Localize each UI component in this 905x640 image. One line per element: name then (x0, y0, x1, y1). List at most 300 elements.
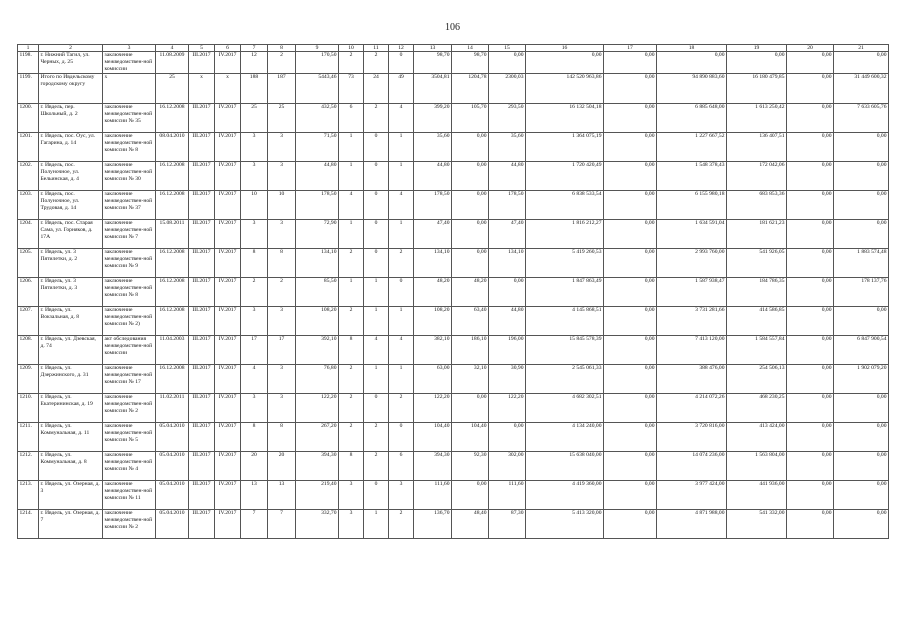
value-cell: 2 (364, 104, 389, 133)
value-cell: 20 (268, 452, 296, 481)
value-cell: 0,00 (834, 133, 889, 162)
value-cell: 0,00 (452, 249, 489, 278)
column-number-row (18, 45, 889, 52)
value-cell: 25 (156, 74, 189, 104)
value-cell: 0,00 (604, 481, 657, 510)
value-cell: 0,00 (604, 74, 657, 104)
value-cell: 48,40 (452, 510, 489, 539)
value-cell: 267,20 (296, 423, 339, 452)
value-cell: 3 (339, 510, 364, 539)
value-cell: 0,00 (787, 481, 834, 510)
value-cell: 134,10 (296, 249, 339, 278)
document-cell: заключение межведомствен-ной комиссии № 11 (103, 481, 156, 510)
value-cell: 13 (241, 481, 268, 510)
value-cell: 0,00 (604, 133, 657, 162)
value-cell: 47,40 (489, 220, 526, 249)
value-cell: 25 (241, 104, 268, 133)
value-cell: 1 (389, 307, 414, 336)
value-cell: 178,50 (489, 191, 526, 220)
value-cell: 0 (389, 278, 414, 307)
value-cell: 188 (241, 74, 268, 104)
value-cell: 5 413 320,00 (526, 510, 604, 539)
column-number: 10 (339, 45, 364, 52)
column-number: 8 (268, 45, 296, 52)
document-cell: заключение межведомствен-ной комиссии № 9 (103, 249, 156, 278)
value-cell: 0 (364, 394, 389, 423)
column-number: 11 (364, 45, 389, 52)
value-cell: 4 (389, 191, 414, 220)
value-cell: 178,50 (296, 191, 339, 220)
value-cell: 0,00 (489, 423, 526, 452)
value-cell: 25 (268, 104, 296, 133)
value-cell: 1 (339, 133, 364, 162)
value-cell: 108,20 (414, 307, 452, 336)
value-cell: 15 845 578,39 (526, 336, 604, 365)
value-cell: III.2017 (189, 162, 215, 191)
value-cell: 4 145 868,51 (526, 307, 604, 336)
value-cell: 3 (241, 133, 268, 162)
document-cell: заключение межведомствен-ной комиссии № 37 (103, 191, 156, 220)
value-cell: 3 720 816,00 (657, 423, 727, 452)
value-cell: IV.2017 (215, 452, 241, 481)
value-cell: 7 (241, 510, 268, 539)
value-cell: 6 838 533,54 (526, 191, 604, 220)
address-cell: г. Ивдель, пос. Полуночное, ул. Бельинская, д. 4 (39, 162, 103, 191)
value-cell: 0,00 (604, 336, 657, 365)
row-number-cell: 1206. (18, 278, 39, 307)
value-cell: 48,20 (452, 278, 489, 307)
value-cell: 16.12.2008 (156, 104, 189, 133)
table-row (18, 278, 889, 307)
value-cell: 11.04.2003 (156, 336, 189, 365)
value-cell: 2 (339, 394, 364, 423)
value-cell: 3 (268, 365, 296, 394)
table-row (18, 249, 889, 278)
table-row (18, 307, 889, 336)
address-cell: г. Ивдель, ул. Дзержинского, д. 31 (39, 365, 103, 394)
value-cell: IV.2017 (215, 394, 241, 423)
page-number: 106 (445, 22, 460, 33)
address-cell: Итого по Ивдельскому городскому округу (39, 74, 103, 104)
value-cell: 3 977 424,00 (657, 481, 727, 510)
value-cell: 48,20 (414, 278, 452, 307)
value-cell: 0,00 (787, 278, 834, 307)
value-cell: 1 (389, 133, 414, 162)
table-row (18, 452, 889, 481)
value-cell: 1 (339, 162, 364, 191)
value-cell: 2 (339, 249, 364, 278)
document-cell: x (103, 74, 156, 104)
value-cell: 0,00 (787, 133, 834, 162)
value-cell: x (215, 74, 241, 104)
value-cell: IV.2017 (215, 365, 241, 394)
value-cell: 2 (339, 365, 364, 394)
value-cell: 0,00 (452, 394, 489, 423)
value-cell: 3 (241, 307, 268, 336)
value-cell: 15.08.2011 (156, 220, 189, 249)
row-number-cell: 1201. (18, 133, 39, 162)
value-cell: 44,80 (489, 162, 526, 191)
row-number-cell: 1199. (18, 74, 39, 104)
value-cell: 0,00 (787, 74, 834, 104)
value-cell: 98,70 (414, 52, 452, 74)
row-number-cell: 1213. (18, 481, 39, 510)
value-cell: 441 936,00 (727, 481, 787, 510)
value-cell: 0,00 (834, 162, 889, 191)
value-cell: 1 720 420,49 (526, 162, 604, 191)
value-cell: 16.12.2008 (156, 365, 189, 394)
document-cell: заключение межведомствен-ной комиссии № 8 (103, 278, 156, 307)
value-cell: 1 613 250,42 (727, 104, 787, 133)
value-cell: 3 (268, 307, 296, 336)
address-cell: г. Ивдель, ул. Екатерининская, д. 19 (39, 394, 103, 423)
value-cell: 0,00 (834, 423, 889, 452)
document-cell: заключение межведомствен-ной комиссии № 8 (103, 133, 156, 162)
row-number-cell: 1198. (18, 52, 39, 74)
value-cell: III.2017 (189, 423, 215, 452)
value-cell: 0,00 (834, 307, 889, 336)
value-cell: 7 (268, 510, 296, 539)
value-cell: 0,00 (834, 481, 889, 510)
value-cell: 8 (339, 336, 364, 365)
address-cell: г. Ивдель, ул. Озерная, д. 7 (39, 510, 103, 539)
column-number: 13 (414, 45, 452, 52)
table-row (18, 394, 889, 423)
value-cell: 17 (241, 336, 268, 365)
value-cell: 4 871 988,00 (657, 510, 727, 539)
value-cell: 172 042,06 (727, 162, 787, 191)
value-cell: 24 (364, 74, 389, 104)
value-cell: 47,40 (414, 220, 452, 249)
value-cell: 2300,03 (489, 74, 526, 104)
value-cell: 3 (389, 481, 414, 510)
column-number: 9 (296, 45, 339, 52)
value-cell: 2 (364, 423, 389, 452)
value-cell: 0,00 (834, 510, 889, 539)
value-cell: 134,10 (414, 249, 452, 278)
value-cell: 76,80 (296, 365, 339, 394)
value-cell: 11.08.2009 (156, 52, 189, 74)
value-cell: 332,70 (296, 510, 339, 539)
value-cell: III.2017 (189, 220, 215, 249)
value-cell: 16.12.2008 (156, 278, 189, 307)
value-cell: 7 633 605,76 (834, 104, 889, 133)
value-cell: 104,40 (414, 423, 452, 452)
value-cell: 35,60 (414, 133, 452, 162)
value-cell: 2 993 760,00 (657, 249, 727, 278)
value-cell: III.2017 (189, 104, 215, 133)
column-number: 2 (39, 45, 103, 52)
value-cell: 10 (268, 191, 296, 220)
value-cell: 1 (339, 278, 364, 307)
value-cell: 3 (339, 481, 364, 510)
address-cell: г. Ивдель, ул. Дзевская, д. 74 (39, 336, 103, 365)
table-row (18, 52, 889, 74)
value-cell: 3504,81 (414, 74, 452, 104)
address-cell: г. Ивдель, ул. Коммунальная, д. 11 (39, 423, 103, 452)
column-number: 20 (787, 45, 834, 52)
value-cell: 63,40 (452, 307, 489, 336)
value-cell: 0 (364, 191, 389, 220)
row-number-cell: 1205. (18, 249, 39, 278)
value-cell: IV.2017 (215, 510, 241, 539)
value-cell: 0,00 (604, 278, 657, 307)
row-number-cell: 1211. (18, 423, 39, 452)
value-cell: IV.2017 (215, 133, 241, 162)
value-cell: 4 419 360,00 (526, 481, 604, 510)
value-cell: 87,30 (489, 510, 526, 539)
value-cell: 170,50 (296, 52, 339, 74)
row-number-cell: 1209. (18, 365, 39, 394)
value-cell: 0,00 (604, 249, 657, 278)
address-cell: г. Ивдель, пос. Оус, ул. Гагарина, д. 14 (39, 133, 103, 162)
value-cell: 122,20 (296, 394, 339, 423)
value-cell: 2 (241, 278, 268, 307)
value-cell: 111,60 (489, 481, 526, 510)
row-number-cell: 1202. (18, 162, 39, 191)
value-cell: 111,60 (414, 481, 452, 510)
value-cell: 122,20 (414, 394, 452, 423)
value-cell: 17 (268, 336, 296, 365)
table-row (18, 510, 889, 539)
value-cell: 0,00 (452, 220, 489, 249)
value-cell: 3 (268, 133, 296, 162)
value-cell: 6 (339, 104, 364, 133)
value-cell: 35,60 (489, 133, 526, 162)
value-cell: III.2017 (189, 307, 215, 336)
value-cell: 6 847 900,54 (834, 336, 889, 365)
value-cell: 0,00 (452, 481, 489, 510)
document-cell: заключение межведомствен-ной комиссии № 2 (103, 510, 156, 539)
value-cell: 6 885 648,00 (657, 104, 727, 133)
address-cell: г. Ивдель, ул. 3 Пятилетки, д. 3 (39, 278, 103, 307)
value-cell: 4 (389, 104, 414, 133)
value-cell: 1 563 804,00 (727, 452, 787, 481)
value-cell: 0,00 (604, 307, 657, 336)
value-cell: 05.04.2010 (156, 452, 189, 481)
value-cell: 3 (268, 220, 296, 249)
table-row (18, 423, 889, 452)
column-number: 15 (489, 45, 526, 52)
value-cell: III.2017 (189, 394, 215, 423)
value-cell: 94 890 883,60 (657, 74, 727, 104)
value-cell: 0,00 (834, 191, 889, 220)
value-cell: 0,00 (787, 52, 834, 74)
row-number-cell: 1207. (18, 307, 39, 336)
value-cell: 20 (241, 452, 268, 481)
value-cell: 08.04.2010 (156, 133, 189, 162)
value-cell: III.2017 (189, 133, 215, 162)
value-cell: 16.12.2008 (156, 162, 189, 191)
value-cell: 0,00 (604, 104, 657, 133)
value-cell: 14 074 236,00 (657, 452, 727, 481)
value-cell: 414 586,85 (727, 307, 787, 336)
value-cell: 293,50 (489, 104, 526, 133)
value-cell: 0,00 (834, 452, 889, 481)
table-row (18, 74, 889, 104)
value-cell: 1 847 863,49 (526, 278, 604, 307)
value-cell: 0,00 (787, 162, 834, 191)
value-cell: 0,00 (787, 307, 834, 336)
value-cell: 2 (339, 52, 364, 74)
value-cell: 388 476,00 (657, 365, 727, 394)
value-cell: 0,00 (604, 191, 657, 220)
value-cell: 4 (241, 365, 268, 394)
address-cell: г. Ивдель, пер. Школьный, д. 2 (39, 104, 103, 133)
value-cell: 468 230,25 (727, 394, 787, 423)
table-row (18, 133, 889, 162)
address-cell: г. Ивдель, ул. Озерная, д. 3 (39, 481, 103, 510)
value-cell: 0,00 (834, 52, 889, 74)
value-cell: 4 214 072,26 (657, 394, 727, 423)
value-cell: 399,20 (414, 104, 452, 133)
value-cell: 30,90 (489, 365, 526, 394)
value-cell: 4 134 240,00 (526, 423, 604, 452)
value-cell: III.2017 (189, 510, 215, 539)
value-cell: 181 621,23 (727, 220, 787, 249)
value-cell: 5443,46 (296, 74, 339, 104)
value-cell: 2 (389, 510, 414, 539)
value-cell: 1 (364, 278, 389, 307)
value-cell: 0,00 (787, 452, 834, 481)
value-cell: 0,00 (787, 336, 834, 365)
column-number: 7 (241, 45, 268, 52)
value-cell: 12 (241, 52, 268, 74)
value-cell: 2 (364, 52, 389, 74)
table-row (18, 365, 889, 394)
value-cell: 0,00 (787, 220, 834, 249)
row-number-cell: 1208. (18, 336, 39, 365)
value-cell: 05.04.2010 (156, 481, 189, 510)
value-cell: 142 520 963,86 (526, 74, 604, 104)
value-cell: 8 (241, 249, 268, 278)
value-cell: 1 (389, 365, 414, 394)
value-cell: 05.04.2010 (156, 510, 189, 539)
document-cell: заключение межведомствен-ной комиссии № 4 (103, 452, 156, 481)
value-cell: III.2017 (189, 278, 215, 307)
value-cell: III.2017 (189, 191, 215, 220)
column-number: 12 (389, 45, 414, 52)
table-row (18, 162, 889, 191)
column-number: 17 (604, 45, 657, 52)
value-cell: 16 132 504,18 (526, 104, 604, 133)
row-number-cell: 1200. (18, 104, 39, 133)
value-cell: 0,00 (787, 249, 834, 278)
value-cell: IV.2017 (215, 52, 241, 74)
value-cell: 2 (364, 452, 389, 481)
value-cell: 0,00 (452, 191, 489, 220)
value-cell: 1 (389, 220, 414, 249)
value-cell: 0 (364, 249, 389, 278)
value-cell: 15 638 040,00 (526, 452, 604, 481)
value-cell: 63,00 (414, 365, 452, 394)
document-cell: акт обследования межведомствен-ной комиссии (103, 336, 156, 365)
address-cell: г. Ивдель, ул. Вокзальная, д. 8 (39, 307, 103, 336)
value-cell: 13 (268, 481, 296, 510)
value-cell: 7 413 120,00 (657, 336, 727, 365)
value-cell: 0,00 (604, 220, 657, 249)
value-cell: 104,40 (452, 423, 489, 452)
value-cell: 16.12.2008 (156, 249, 189, 278)
column-number: 5 (189, 45, 215, 52)
value-cell: IV.2017 (215, 481, 241, 510)
value-cell: 0,00 (604, 162, 657, 191)
value-cell: 0,00 (657, 52, 727, 74)
value-cell: 0 (389, 423, 414, 452)
value-cell: 392,10 (296, 336, 339, 365)
value-cell: 0,00 (787, 104, 834, 133)
value-cell: IV.2017 (215, 423, 241, 452)
value-cell: 2 (339, 307, 364, 336)
value-cell: 0 (364, 481, 389, 510)
row-number-cell: 1203. (18, 191, 39, 220)
value-cell: IV.2017 (215, 336, 241, 365)
value-cell: 1 634 591,04 (657, 220, 727, 249)
value-cell: 1 (364, 307, 389, 336)
table-row (18, 481, 889, 510)
document-cell: заключение межведомствен-ной комиссии (103, 52, 156, 74)
value-cell: 98,70 (452, 52, 489, 74)
value-cell: 413 424,00 (727, 423, 787, 452)
value-cell: 382,10 (414, 336, 452, 365)
value-cell: 16.12.2008 (156, 191, 189, 220)
value-cell: 1 902 079,20 (834, 365, 889, 394)
value-cell: III.2017 (189, 452, 215, 481)
value-cell: 73 (339, 74, 364, 104)
value-cell: 8 (241, 423, 268, 452)
value-cell: 0,00 (604, 452, 657, 481)
value-cell: 71,50 (296, 133, 339, 162)
address-cell: г. Нижний Тагил, ул. Черных, д. 25 (39, 52, 103, 74)
value-cell: 0,00 (604, 394, 657, 423)
table-row (18, 336, 889, 365)
value-cell: 1 364 075,19 (526, 133, 604, 162)
value-cell: 44,80 (489, 307, 526, 336)
column-number: 1 (18, 45, 39, 52)
table-row (18, 220, 889, 249)
value-cell: 6 155 980,18 (657, 191, 727, 220)
value-cell: 0 (364, 220, 389, 249)
value-cell: IV.2017 (215, 191, 241, 220)
value-cell: 4 (339, 191, 364, 220)
value-cell: 3 (241, 394, 268, 423)
value-cell: 3 (268, 394, 296, 423)
value-cell: 196,00 (489, 336, 526, 365)
value-cell: 1 (364, 510, 389, 539)
value-cell: 10 (241, 191, 268, 220)
value-cell: 72,90 (296, 220, 339, 249)
row-number-cell: 1212. (18, 452, 39, 481)
document-cell: заключение межведомствен-ной комиссии № 30 (103, 162, 156, 191)
value-cell: 2 545 061,33 (526, 365, 604, 394)
value-cell: 254 506,13 (727, 365, 787, 394)
row-number-cell: 1204. (18, 220, 39, 249)
value-cell: IV.2017 (215, 278, 241, 307)
value-cell: 394,30 (414, 452, 452, 481)
value-cell: 1 (364, 365, 389, 394)
value-cell: 8 (268, 249, 296, 278)
value-cell: 1 883 574,48 (834, 249, 889, 278)
address-cell: г. Ивдель, пос. Старая Сама, ул. Горняков, д. 17А (39, 220, 103, 249)
document-cell: заключение межведомствен-ной комиссии № 2) (103, 307, 156, 336)
value-cell: 44,80 (296, 162, 339, 191)
value-cell: 1204,78 (452, 74, 489, 104)
housing-resettlement-table (17, 44, 889, 539)
value-cell: III.2017 (189, 249, 215, 278)
value-cell: 1 816 212,27 (526, 220, 604, 249)
table-row (18, 191, 889, 220)
column-number: 3 (103, 45, 156, 52)
